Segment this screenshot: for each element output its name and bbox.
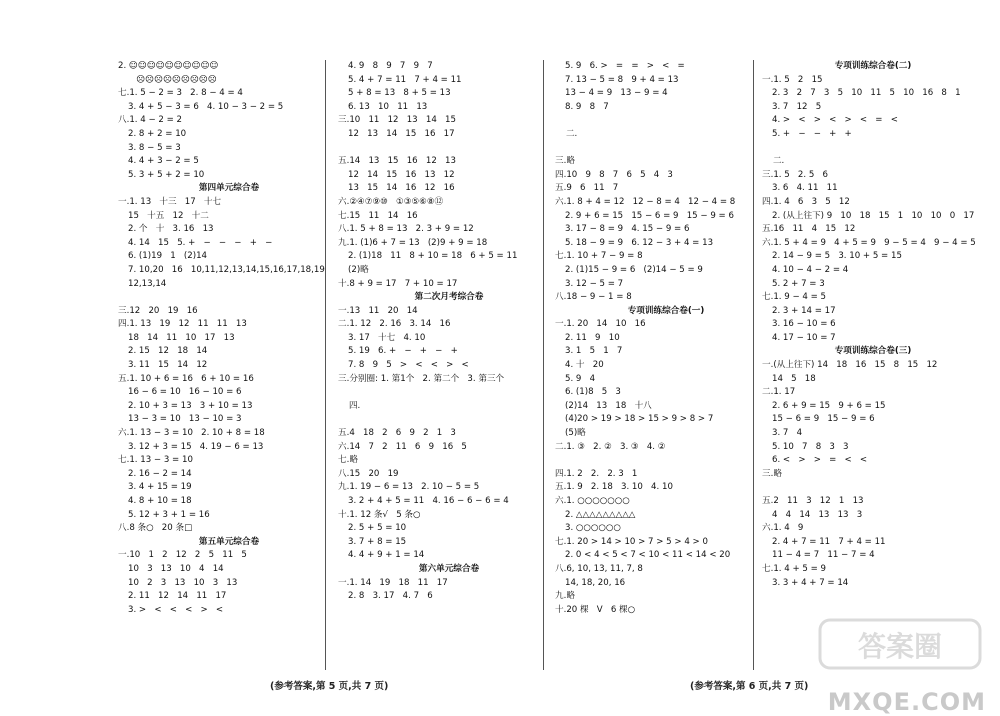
answer-line: 四.	[338, 386, 560, 427]
answer-line: 15 − 6 = 9 15 − 9 = 6	[772, 414, 875, 425]
answer-line: 3. 1 5 1 7	[565, 346, 623, 357]
answer-line: 五.2 11 3 12 1 13	[762, 496, 864, 506]
answer-line: 5. 10 7 8 3 3	[772, 441, 849, 452]
answer-line: 4. 14 15 5. + − − − + −	[128, 237, 273, 248]
answer-line: 2. 11 12 14 11 17	[128, 591, 227, 602]
answer-line	[338, 142, 560, 156]
answer-line: 十.1. 12 条√ 5 条○	[338, 509, 421, 520]
answer-line: 七.略	[338, 455, 358, 466]
answer-line: 二.1. ③ 2. ② 3. ③ 4. ②	[555, 441, 666, 452]
answer-line: 3. 3 + 4 + 7 = 14	[772, 577, 849, 588]
answer-line: ☹☹☹☹☹☹☹☹☹	[128, 74, 217, 85]
answer-line: 七.1. 5 − 2 = 3 2. 8 − 4 = 4	[118, 88, 243, 99]
section-title: 第二次月考综合卷	[414, 292, 484, 303]
answer-line: 3. > < < < > <	[128, 604, 224, 615]
answer-line: 18 14 11 10 17 13	[128, 332, 235, 343]
section-title: 专项训练综合卷(三)	[834, 346, 912, 357]
answer-line: 五.16 11 4 15 12	[762, 224, 856, 235]
answer-line	[555, 454, 777, 468]
answer-line: 2. 4 + 7 = 11 7 + 4 = 11	[772, 536, 886, 547]
answer-line: 2. 3 + 14 = 17	[772, 305, 836, 316]
answer-line: 4. 十 20	[565, 360, 604, 371]
answer-line: 三.略	[555, 156, 575, 167]
answer-line: 3. 7 + 8 = 15	[348, 536, 407, 547]
answer-line: 2. 10 + 3 = 13 3 + 10 = 13	[128, 400, 253, 411]
answer-line: 3. ○○○○○○	[565, 523, 621, 534]
answer-line: 4. 4 + 3 − 2 = 5	[128, 156, 199, 167]
answer-line: 5. 19 6. + − + − +	[348, 346, 458, 357]
answer-line: 七.1. 20 > 14 > 10 > 7 > 5 > 4 > 0	[555, 536, 708, 547]
section-title: 第五单元综合卷	[198, 536, 260, 547]
answer-column-1	[118, 60, 340, 617]
answer-column-3	[555, 60, 777, 617]
answer-line: 八.15 20 19	[338, 468, 399, 479]
answer-line: 六.1. 13 − 3 = 10 2. 10 + 8 = 18	[118, 428, 265, 439]
answer-line: 八.6, 10, 13, 11, 7, 8	[555, 563, 643, 574]
answer-line: 2. (从上往下) 9 10 18 15 1 10 10 0 17	[772, 210, 975, 221]
answer-line: 13 − 4 = 9 13 − 9 = 4	[565, 88, 668, 99]
answer-line: 2. 8 + 2 = 10	[128, 128, 187, 139]
answer-line: (2)14 13 18 十八	[565, 400, 652, 411]
answer-line: 12 14 15 16 13 12	[348, 169, 455, 180]
answer-line: 四.1. 4 6 3 5 12	[762, 196, 850, 207]
answer-column-2	[338, 60, 560, 604]
answer-line: 2. 个 十 3. 16 13	[128, 224, 214, 235]
answer-line: 一.1. 13 十三 17 十七	[118, 196, 222, 207]
answer-line: 一.13 11 20 14	[338, 305, 418, 316]
answer-line: 12,13,14	[128, 278, 167, 289]
answer-line: 3. 11 15 14 12	[128, 360, 208, 371]
answer-line: 5. + − − + +	[772, 128, 852, 139]
answer-line: 10 2 3 13 10 3 13	[128, 577, 238, 588]
answer-line: (5)略	[565, 428, 586, 439]
answer-line: 2. 16 − 2 = 14	[128, 468, 192, 479]
answer-line: 八.1. 5 + 8 = 13 2. 3 + 9 = 12	[338, 224, 474, 235]
answer-line: 四.1. 2 2. 2. 3 1	[555, 468, 638, 479]
answer-line: 三.1. 5 2. 5 6	[762, 169, 828, 180]
answer-line: 五.14 13 15 16 12 13	[338, 156, 456, 167]
answer-line: 三.略	[762, 468, 782, 479]
answer-line: 八.1. 4 − 2 = 2	[118, 115, 182, 126]
answer-line: 2. 11 9 10	[565, 332, 620, 343]
answer-line: 2. (1)18 11 8 + 10 = 18 6 + 5 = 11	[348, 251, 518, 262]
answer-line: 九.1. 19 − 6 = 13 2. 10 − 5 = 5	[338, 482, 480, 493]
answer-line: 12 13 14 15 16 17	[348, 128, 455, 139]
answer-line: 七.1. 4 + 5 = 9	[762, 563, 826, 574]
answer-line: 七.1. 13 − 3 = 10	[118, 455, 193, 466]
answer-line: 六.1. 5 + 4 = 9 4 + 5 = 9 9 − 5 = 4 9 − 4 = 5	[762, 237, 976, 248]
answer-line: 六.1. ○○○○○○○	[555, 496, 630, 507]
answer-line: 2. 5 + 5 = 10	[348, 523, 407, 534]
answer-line: 五.1. 10 + 6 = 16 6 + 10 = 16	[118, 373, 254, 384]
answer-line: 7. 10,20 16 10,11,12,13,14,15,16,17,18,19	[128, 264, 325, 275]
answer-line: 四.1. 13 19 12 11 11 13	[118, 319, 247, 330]
answer-line: 6. (1)8 5 3	[565, 387, 621, 398]
answer-line: 3. 17 十七 4. 10	[348, 332, 426, 343]
answer-line: 七.1. 9 − 4 = 5	[762, 292, 826, 303]
answer-line: 2. 8 3. 17 4. 7 6	[348, 591, 433, 602]
answer-line: 二.	[555, 114, 777, 155]
answer-line: 二.	[762, 142, 984, 169]
answer-line: 4. 8 + 10 = 18	[128, 496, 192, 506]
answer-line: 8. 9 8 7	[565, 101, 609, 112]
answer-column-4	[762, 60, 984, 590]
answer-line: 五.1. 9 2. 18 3. 10 4. 10	[555, 482, 673, 493]
answer-line: 10 3 13 10 4 14	[128, 563, 224, 574]
answer-line: 4. 9 8 9 7 9 7	[348, 61, 433, 71]
answer-line: 6. < > > = < <	[772, 455, 868, 466]
answer-line: 三.分别圈: 1. 第1个 2. 第二个 3. 第三个	[338, 373, 505, 384]
answer-line: 七.1. 10 + 7 − 9 = 8	[555, 251, 643, 262]
answer-line: 一.1. 5 2 15	[762, 74, 823, 85]
answer-line: 6. (1)19 1 (2)14	[128, 251, 208, 262]
answer-line: 4 4 14 13 13 3	[772, 509, 863, 520]
watermark-text: MXQE.COM	[827, 688, 986, 716]
answer-line: 二.1. 17	[762, 387, 796, 398]
answer-line: 14, 18, 20, 16	[565, 577, 626, 588]
answer-line: 五.4 18 2 6 9 2 1 3	[338, 428, 456, 439]
answer-line: 2. 6 + 9 = 15 9 + 6 = 15	[772, 400, 886, 411]
answer-line: 6. 13 10 11 13	[348, 101, 428, 112]
answer-line: 3. 8 − 5 = 3	[128, 142, 181, 153]
answer-line: 3. 7 4	[772, 428, 803, 439]
answer-line: 十.20 棵 V 6 棵○	[555, 604, 636, 615]
answer-line: 四.10 9 8 7 6 5 4 3	[555, 169, 673, 180]
answer-line: 六.14 7 2 11 6 9 16 5	[338, 441, 467, 452]
answer-line: 4. 10 − 4 − 2 = 4	[772, 264, 849, 275]
answer-line: 3. 4 + 15 = 19	[128, 482, 192, 493]
answer-line: 4. 17 − 10 = 7	[772, 332, 836, 343]
matching-lines-diagram	[566, 142, 652, 156]
answer-line: 一.(从上往下) 14 18 16 15 8 15 12	[762, 360, 938, 371]
answer-line: (4)20 > 19 > 18 > 15 > 9 > 8 > 7	[565, 414, 714, 425]
answer-line: 5. 4 + 7 = 11 7 + 4 = 11	[348, 74, 462, 85]
answer-line: 五.9 6 11 7	[555, 183, 619, 194]
answer-line: 3. 7 12 5	[772, 101, 822, 112]
answer-line: 2. 14 − 9 = 5 3. 10 + 5 = 15	[772, 251, 902, 262]
answer-line: 2. 15 12 18 14	[128, 346, 208, 357]
answer-line	[762, 481, 984, 495]
answer-line: 13 − 3 = 10 13 − 10 = 3	[128, 414, 242, 425]
answer-line: 3. 6 4. 11 11	[772, 183, 838, 194]
matching-lines-diagram	[349, 413, 405, 427]
answer-line: 4. 4 + 9 + 1 = 14	[348, 550, 425, 561]
answer-line: 7. 8 9 5 > < < > <	[348, 360, 469, 371]
answer-line: 14 5 18	[772, 373, 816, 384]
answer-line: 2. ☺☺☺☺☺☺☺☺☺☺	[118, 61, 219, 71]
answer-line: 三.12 20 19 16	[118, 305, 198, 316]
answer-line: 5. 2 + 7 = 3	[772, 278, 825, 289]
section-title: 第四单元综合卷	[198, 183, 260, 194]
answer-line: 八.8 条○ 20 条□	[118, 523, 193, 534]
answer-line: (2)略	[348, 264, 369, 275]
answer-line	[118, 291, 340, 305]
answer-line: 一.10 1 2 12 2 5 11 5	[118, 550, 247, 561]
answer-line: 5. 9 6. > = = > < =	[565, 61, 685, 71]
answer-line: 5. 18 − 9 = 9 6. 12 − 3 + 4 = 13	[565, 237, 714, 248]
answer-line: 九.略	[555, 591, 575, 602]
answer-line: 3. 4 + 5 − 3 = 6 4. 10 − 3 − 2 = 5	[128, 101, 284, 112]
answer-line: 5. 12 + 3 + 1 = 16	[128, 509, 210, 520]
answer-line: 2. △△△△△△△△△	[565, 509, 636, 520]
section-title: 专项训练综合卷(二)	[834, 61, 912, 71]
answer-line: 3. 16 − 10 = 6	[772, 319, 836, 330]
page-footer-right: (参考答案,第 6 页,共 7 页)	[690, 681, 809, 692]
answer-line: 九.1. (1)6 + 7 = 13 (2)9 + 9 = 18	[338, 237, 488, 248]
svg-text:答案圈: 答案圈	[857, 630, 943, 663]
answer-line: 3. 12 − 5 = 7	[565, 278, 624, 289]
answer-line: 2. 9 + 6 = 15 15 − 6 = 9 15 − 9 = 6	[565, 210, 734, 221]
answer-line: 15 十五 12 十二	[128, 210, 209, 221]
page-footer-left: (参考答案,第 5 页,共 7 页)	[270, 681, 389, 692]
answer-line: 11 − 4 = 7 11 − 7 = 4	[772, 550, 875, 561]
answer-line: 六.1. 8 + 4 = 12 12 − 8 = 4 12 − 4 = 8	[555, 196, 736, 207]
answer-line: 六.②④⑦⑨⑩ ①③⑤⑥⑧⑫	[338, 196, 444, 207]
answer-line: 3. 2 + 4 + 5 = 11 4. 16 − 6 − 6 = 4	[348, 496, 509, 507]
answer-line: 5 + 8 = 13 8 + 5 = 13	[348, 88, 451, 99]
answer-line: 13 15 14 16 12 16	[348, 183, 455, 194]
section-title: 专项训练综合卷(一)	[627, 305, 705, 316]
answer-line: 一.1. 14 19 18 11 17	[338, 577, 448, 588]
answer-line: 二.1. 12 2. 16 3. 14 16	[338, 319, 451, 330]
section-title: 第六单元综合卷	[418, 563, 480, 574]
answer-line: 2. (1)15 − 9 = 6 (2)14 − 5 = 9	[565, 264, 703, 275]
answer-line: 5. 3 + 5 + 2 = 10	[128, 169, 205, 180]
answer-line: 16 − 6 = 10 16 − 10 = 6	[128, 387, 242, 398]
answer-line: 一.1. 20 14 10 16	[555, 319, 646, 330]
answer-line: 2. 3 2 7 3 5 10 11 5 10 16 8 1	[772, 88, 961, 99]
answer-line: 六.1. 4 9	[762, 523, 804, 534]
answer-line: 3. 17 − 8 = 9 4. 15 − 9 = 6	[565, 224, 690, 235]
answer-line: 七.15 11 14 16	[338, 210, 418, 221]
answer-line: 4. > < > < > < = <	[772, 115, 898, 126]
answer-line: 7. 13 − 5 = 8 9 + 4 = 13	[565, 74, 679, 85]
answer-line: 三.10 11 12 13 14 15	[338, 115, 456, 126]
answer-line: 3. 12 + 3 = 15 4. 19 − 6 = 13	[128, 441, 264, 452]
answer-line: 2. 0 < 4 < 5 < 7 < 10 < 11 < 14 < 20	[565, 550, 731, 561]
answer-line: 十.8 + 9 = 17 7 + 10 = 17	[338, 278, 458, 289]
answer-line: 5. 9 4	[565, 373, 596, 384]
answer-line: 八.18 − 9 − 1 = 8	[555, 292, 632, 303]
